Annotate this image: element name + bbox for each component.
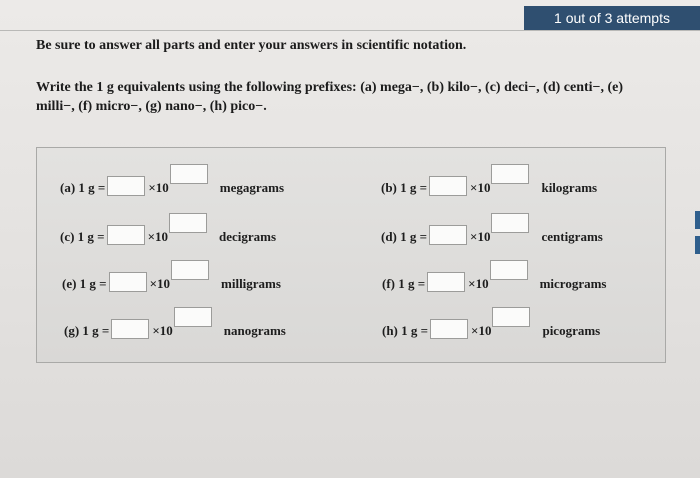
times-ten: ×10 [152,323,173,338]
question-text: Write the 1 g equivalents using the following prefixes: (a) mega−, (b) kilo−, (c) deci−, (d) centi−, (e) milli−, (f) micro−, (g) nano−, (h) pico−. [36,80,624,114]
part-f-label: (f) 1 g = [382,276,426,291]
part-h-mantissa-input[interactable] [430,319,468,339]
part-d-exponent-input[interactable] [491,213,529,233]
times-ten: ×10 [149,276,171,291]
part-b-label: (b) 1 g = [381,180,428,195]
part-e-unit: milligrams [221,276,281,291]
part-d-mantissa-input[interactable] [429,225,467,245]
scrollbar-edge[interactable] [695,236,700,254]
scrollbar-edge[interactable] [695,211,700,229]
times-ten: ×10 [470,229,491,244]
times-ten: ×10 [471,323,492,338]
part-f-exponent-input[interactable] [490,260,528,280]
part-b-mantissa-input[interactable] [429,176,467,196]
part-g-unit: nanograms [223,323,286,338]
part-d-label: (d) 1 g = [381,229,428,244]
part-c-label: (c) 1 g = [60,229,105,244]
part-h [382,315,600,339]
part-b [381,172,597,196]
part-h-exponent-input[interactable] [492,307,530,327]
part-b-unit: kilograms [541,180,598,195]
part-f-unit: micrograms [539,276,607,291]
part-d [381,221,603,245]
part-b-exponent-input[interactable] [491,164,529,184]
part-a-unit: megagrams [219,180,285,195]
times-ten: ×10 [470,180,491,195]
attempts-badge: 1 out of 3 attempts [524,6,700,30]
part-g-exponent-input[interactable] [174,307,212,327]
instruction-text: Be sure to answer all parts and enter your answers in scientific notation. [36,38,467,53]
times-ten: ×10 [147,229,169,244]
part-e-label: (e) 1 g = [62,276,107,291]
part-c-unit: decigrams [219,229,277,244]
part-f [382,268,606,292]
part-e-exponent-input[interactable] [171,260,209,280]
part-e [62,268,281,292]
times-ten: ×10 [468,276,489,291]
times-ten: ×10 [148,180,169,195]
part-e-mantissa-input[interactable] [109,272,147,292]
part-c [60,221,276,245]
part-g-label: (g) 1 g = [64,323,110,338]
part-g [64,315,286,339]
part-a-label: (a) 1 g = [60,180,106,195]
part-h-unit: picograms [542,323,601,338]
part-c-mantissa-input[interactable] [107,225,145,245]
part-f-mantissa-input[interactable] [427,272,465,292]
part-a [60,172,284,196]
part-a-mantissa-input[interactable] [107,176,145,196]
part-c-exponent-input[interactable] [169,213,207,233]
part-d-unit: centigrams [541,229,603,244]
part-h-label: (h) 1 g = [382,323,429,338]
header-divider [0,30,700,31]
part-g-mantissa-input[interactable] [111,319,149,339]
part-a-exponent-input[interactable] [170,164,208,184]
